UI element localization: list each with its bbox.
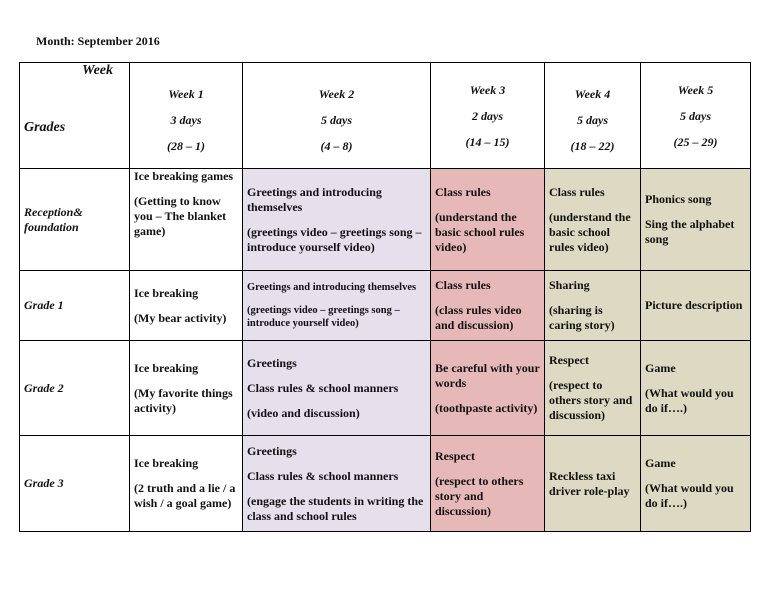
week-days: 5 days: [577, 112, 608, 127]
cell-line: Game: [645, 456, 676, 470]
cell-line: (class rules video and discussion): [435, 303, 522, 332]
corner-week-label: Week: [82, 63, 113, 78]
cell-line: Class rules & school manners: [247, 468, 399, 483]
cell-line: (My favorite things activity): [134, 385, 233, 415]
schedule-cell: [130, 271, 243, 341]
schedule-cell: [431, 341, 545, 436]
row-label: Grade 2: [20, 341, 130, 436]
week-title: Week 2: [318, 86, 355, 101]
week-dates: (28 – 1): [167, 138, 205, 153]
schedule-cell: [545, 169, 641, 271]
schedule-cell: [545, 436, 641, 532]
schedule-cell: [243, 169, 431, 271]
corner-grades-label: Grades: [24, 120, 66, 135]
schedule-cell: [431, 169, 545, 271]
table-row: [20, 436, 751, 532]
schedule-cell: [641, 436, 751, 532]
week-title: Week 5: [677, 82, 714, 97]
week-3-header: [431, 63, 545, 169]
cell-line: Ice breaking: [134, 360, 199, 375]
cell-line: Class rules: [435, 184, 491, 199]
header-row: [20, 63, 751, 169]
cell-line: Phonics song: [645, 192, 712, 206]
week-dates: (18 – 22): [570, 138, 615, 153]
week-title: Week 4: [574, 86, 611, 101]
cell-line: Class rules: [435, 278, 491, 292]
week-dates: (14 – 15): [465, 134, 510, 149]
week-dates: (4 – 8): [320, 138, 353, 153]
schedule-cell: [243, 271, 431, 341]
week-title: Week 3: [469, 82, 506, 97]
cell-line: (My bear activity): [134, 310, 227, 325]
schedule-table: [19, 62, 751, 532]
week-days: 5 days: [321, 112, 352, 127]
cell-line: Class rules & school manners: [247, 380, 399, 395]
cell-line: Ice breaking: [134, 456, 199, 470]
cell-line: (engage the students in writing the class and school rules: [247, 493, 424, 523]
week-title: Week 1: [168, 86, 204, 101]
cell-line: (greetings video – greetings song – introduce yourself video): [247, 224, 422, 254]
month-label: Month: September 2016: [36, 34, 160, 48]
week-days: 5 days: [680, 108, 711, 123]
schedule-cell: [545, 271, 641, 341]
schedule-cell: [431, 436, 545, 532]
schedule-cell: [545, 341, 641, 436]
schedule-cell: [641, 169, 751, 271]
week-dates: (25 – 29): [673, 134, 718, 149]
cell-line: Ice breaking games: [134, 169, 234, 183]
cell-line: Greetings and introducing themselves: [247, 282, 417, 293]
cell-line: Reckless taxi driver role-play: [549, 468, 630, 498]
cell-line: Game: [645, 360, 676, 375]
cell-line: Respect: [435, 448, 475, 463]
schedule-cell: [431, 271, 545, 341]
schedule-cell: [130, 169, 243, 271]
cell-line: (video and discussion): [247, 405, 360, 420]
cell-line: Sing the alphabet song: [645, 217, 735, 246]
cell-line: Sharing: [549, 278, 590, 292]
schedule-cell: [243, 341, 431, 436]
cell-line: Respect: [549, 353, 589, 367]
row-label: Reception& foundation: [20, 169, 130, 271]
cell-line: Class rules: [549, 184, 605, 199]
cell-line: Be careful with your words: [435, 360, 540, 390]
week-4-header: [545, 63, 641, 169]
cell-line: Greetings: [247, 355, 297, 370]
row-label: Grade 1: [20, 271, 130, 341]
schedule-cell: [130, 436, 243, 532]
cell-line: Picture description: [645, 298, 743, 312]
cell-line: (What would you do if….): [645, 481, 734, 510]
cell-line: (greetings video – greetings song – introduce yourself video): [247, 305, 400, 329]
cell-line: (toothpaste activity): [435, 400, 538, 415]
week-1-header: [130, 63, 243, 169]
schedule-cell: [243, 436, 431, 532]
table-row: [20, 271, 751, 341]
week-days: 3 days: [170, 112, 202, 127]
week-2-header: [243, 63, 431, 169]
week-5-header: [641, 63, 751, 169]
cell-line: (respect to others story and discussion): [435, 473, 524, 518]
cell-line: (What would you do if….): [645, 385, 734, 415]
cell-line: Ice breaking: [134, 285, 199, 300]
cell-line: (understand the basic school rules video): [549, 209, 631, 254]
schedule-cell: [641, 271, 751, 341]
cell-line: (understand the basic school rules video): [435, 209, 525, 254]
schedule-cell: [641, 341, 751, 436]
cell-line: Greetings and introducing themselves: [247, 184, 382, 214]
row-label: Grade 3: [20, 436, 130, 532]
cell-line: (sharing is caring story): [549, 303, 615, 332]
corner-cell: [20, 63, 130, 169]
cell-line: (2 truth and a lie / a wish / a goal game): [134, 481, 236, 510]
week-days: 2 days: [472, 108, 503, 123]
cell-line: (Getting to know you – The blanket game): [134, 194, 227, 238]
cell-line: (respect to others story and discussion): [549, 378, 633, 422]
schedule-cell: [130, 341, 243, 436]
table-row: [20, 169, 751, 271]
table-row: [20, 341, 751, 436]
cell-line: Greetings: [247, 443, 297, 458]
